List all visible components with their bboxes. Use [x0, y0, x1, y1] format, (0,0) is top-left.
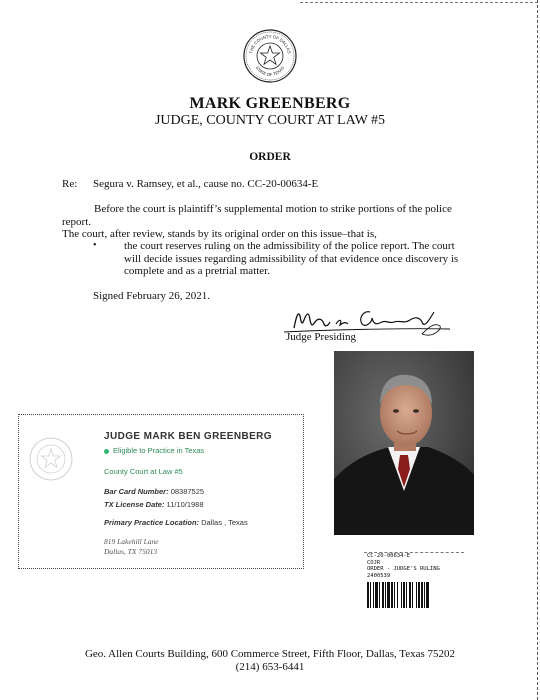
- eligibility-status: [104, 446, 204, 455]
- barcode-bar: [403, 582, 405, 608]
- barcode-bar: [401, 582, 402, 608]
- barcode-bar: [385, 582, 386, 608]
- barcode-bar: [418, 582, 420, 608]
- order-paragraph: [62, 203, 472, 241]
- eligibility-text: Eligible to Practice in Texas: [113, 446, 205, 455]
- bar-card-label: Bar Card Number:: [104, 487, 169, 496]
- judge-presiding-label: Judge Presiding: [286, 331, 356, 343]
- barcode-bar: [379, 582, 380, 608]
- practice-location-label: Primary Practice Location:: [104, 518, 200, 527]
- clerk-filing-stamp: [367, 553, 440, 579]
- barcode-icon: [367, 582, 455, 608]
- license-date-row: [104, 500, 204, 509]
- stamp-line-3: ORDER - JUDGE'S RULING: [367, 566, 440, 572]
- license-date-value: 11/10/1988: [166, 500, 204, 509]
- re-label: Re:: [62, 178, 78, 190]
- order-paragraph-line-1: Before the court is plaintiff’s supplemental motion to strike portions of the police report.: [62, 203, 452, 228]
- practice-location-row: [104, 518, 248, 527]
- barcode-bar: [394, 582, 395, 608]
- dallas-county-seal-icon: [243, 29, 297, 83]
- ruling-bullet-text: the court reserves ruling on the admissibility of the police report. The court will decide issues regarding admissibility of that evidence once discovery is complete and as a pretrial matter.: [124, 240, 459, 277]
- status-dot-icon: [104, 449, 109, 454]
- barcode-bar: [412, 582, 413, 608]
- texas-bar-seal-icon: [28, 436, 74, 482]
- judge-title: JUDGE, COUNTY COURT AT LAW #5: [154, 113, 386, 128]
- practice-location-value: Dallas , Texas: [201, 518, 248, 527]
- footer-address: Geo. Allen Courts Building, 600 Commerce Street, Fifth Floor, Dallas, Texas 75202: [84, 648, 456, 660]
- case-reference: Segura v. Ramsey, et al., cause no. CC-20-00634-E: [93, 178, 319, 190]
- stamp-line-4: 2400539: [367, 572, 391, 579]
- bar-card-value: 08387525: [170, 487, 205, 496]
- signed-date: Signed February 26, 2021.: [93, 290, 211, 302]
- address-line-1: 819 Lakehill Lane: [104, 537, 159, 546]
- order-heading: ORDER: [249, 151, 291, 163]
- stamp-line-1: CC-20-00634-E: [367, 553, 411, 559]
- bullet-symbol: •: [93, 240, 97, 251]
- barcode-bar: [387, 582, 390, 608]
- barcode-bar: [397, 582, 398, 608]
- barcode-bar: [406, 582, 407, 608]
- barcode-bar: [370, 582, 371, 608]
- page-top-border: [300, 2, 538, 3]
- svg-text:STATE OF TEXAS: [255, 65, 285, 77]
- barcode-bar: [424, 582, 425, 608]
- barcode-bar: [391, 582, 393, 608]
- card-address: [104, 537, 159, 557]
- address-line-2: Dallas, TX 75013: [104, 547, 158, 556]
- barcode-bar: [375, 582, 378, 608]
- seal-ring-text-top: THE COUNTY OF DALLAS: [248, 33, 292, 54]
- judge-portrait-photo: [334, 351, 474, 535]
- barcode-bar: [409, 582, 411, 608]
- barcode-bar: [421, 582, 423, 608]
- stamp-line-2: COJR: [367, 559, 381, 566]
- barcode-bar: [373, 582, 374, 608]
- card-court-name: County Court at Law #5: [104, 467, 183, 476]
- license-date-label: TX License Date:: [104, 500, 165, 509]
- order-paragraph-line-2: The court, after review, stands by its original order on this issue–that is,: [62, 228, 377, 240]
- judge-name-heading: MARK GREENBERG: [189, 95, 351, 112]
- barcode-bar: [382, 582, 384, 608]
- card-judge-name: JUDGE MARK BEN GREENBERG: [104, 431, 272, 442]
- bar-card-row: [104, 487, 204, 496]
- footer-phone: (214) 653-6441: [235, 661, 305, 673]
- seal-ring-text-bottom: STATE OF TEXAS: [254, 65, 286, 78]
- barcode-bar: [426, 582, 429, 608]
- barcode-bar: [416, 582, 417, 608]
- barcode-bar: [367, 582, 369, 608]
